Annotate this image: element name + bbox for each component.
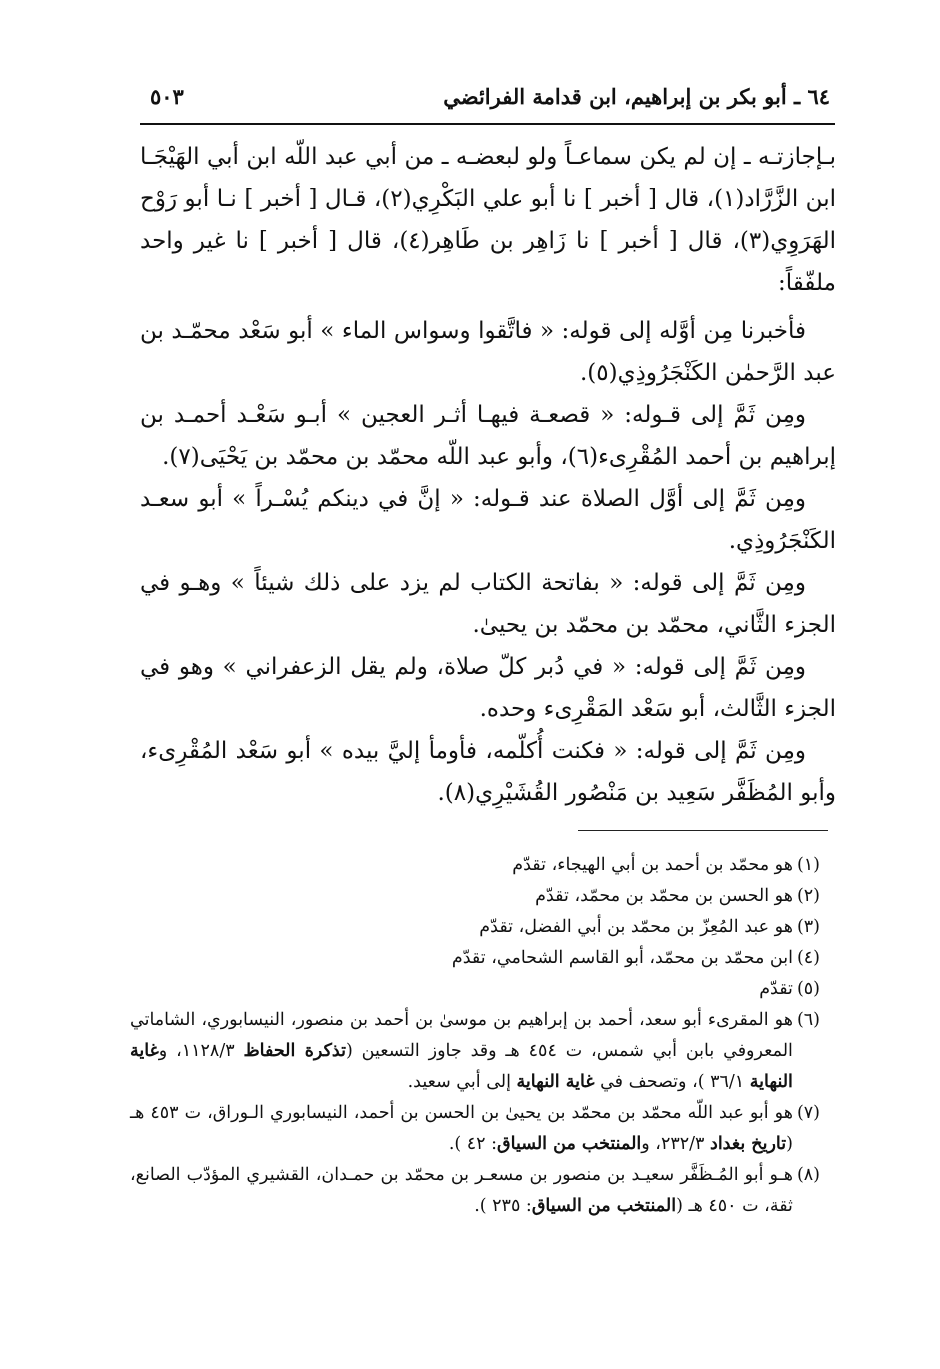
source-title: المنتخب من السياق: [531, 1196, 677, 1216]
footnote-text: هو المقرىء أبو سعد، أحمد بن إبراهيم بن موسىٰ بن أحمد بن منصور، النيسابوري، الشاماتي المعروفي بابن أبي شمس، ت ٤٥٤ هـ وقد جاوز التسعين (تذكرة الحفاظ ١١٢٨/٣، وغاية النهاية ٣٦/١ )، وتصحف في غاية النهاية إلى أبي سعيد.: [130, 1010, 793, 1092]
paragraph: ومِن ثَمَّ إلى أوَّل الصلاة عند قـوله: « إنَّ في دينكم يُسْـراً » أبو سعـد الكَنْجَرُوذِي.: [140, 486, 836, 554]
paragraph: فأخبرنا مِن أوَّله إلى قوله: « فاتَّقوا وسواس الماء » أبو سَعْد محمّـد بن عبد الرَّحمٰن الكَنْجَرُوذِي(٥).: [140, 318, 836, 386]
main-text: [140, 136, 836, 814]
footnote-number: (٧): [796, 1103, 820, 1123]
footnote: [130, 850, 820, 881]
footnote: [130, 1160, 820, 1222]
footnote-number: (٢): [796, 886, 820, 906]
source-title: المنتخب من السياق: [497, 1134, 642, 1154]
footnote: [130, 943, 820, 974]
paragraph: ومِن ثَمَّ إلى قوله: « في دُبر كلّ صلاة، ولم يقل الزعفراني » وهو في الجزء الثَّالث، أبو سَعْد المَقْرِىء وحده.: [140, 654, 836, 722]
footnote-number: (٤): [796, 948, 820, 968]
footnotes: [130, 850, 820, 1222]
footnote-text: هو عبد المُعِزّ بن محمّد بن أبي الفضل، تقدّم: [479, 917, 793, 937]
footnote: [130, 912, 820, 943]
footnote-text: تقدّم: [759, 979, 793, 999]
running-header: [140, 78, 830, 118]
source-title: غاية النهاية: [130, 1041, 793, 1092]
footnote: [130, 1098, 820, 1160]
footnote-text: هـو أبو المُـظَفَّر سعيـد بن منصور بن مسعـر بن محمّد بن حمـدان، القشيري المؤدّب الصانع، ثقة، ت ٤٥٠ هـ (المنتخب من السياق: ٢٣٥ ).: [130, 1165, 793, 1216]
paragraph: ومِن ثَمَّ إلى قوله: « فكنت أُكلّمه، فأومأ إليَّ بيده » أبو سَعْد المُقْرِىء، وأبو المُظَفَّر سَعِيد بن مَنْصُور القُشَيْرِي(٨).: [140, 738, 836, 806]
footnote-text: هو الحسن بن محمّد بن محمّد، تقدّم: [535, 886, 793, 906]
footnote: [130, 881, 820, 912]
footnote-separator: [578, 830, 828, 831]
source-title: تذكرة الحفاظ: [243, 1041, 346, 1061]
footnote-number: (٦): [796, 1010, 820, 1030]
footnote-number: (١): [796, 855, 820, 875]
footnote-text: هو محمّد بن أحمد بن أبي الهيجاء، تقدّم: [512, 855, 793, 875]
paragraph: ومِن ثَمَّ إلى قوله: « بفاتحة الكتاب لم يزد على ذلك شيئاً » وهـو في الجزء الثَّاني، محمّد بن محمّد بن يحيىٰ.: [140, 570, 836, 638]
paragraph: ومِن ثَمَّ إلى قـوله: « قصعـة فيهـا أثـر العجين » أبـو سَعْـد أحمـد بن إبراهيم بن أحمد المُقْرِىء(٦)، وأبو عبد اللّه محمّد بن محمّد بن يَحْيَى(٧).: [140, 402, 836, 470]
header-rule: [140, 123, 835, 125]
footnote-number: (٥): [796, 979, 820, 999]
footnote-text: ابن محمّد بن محمّد، أبو القاسم الشحامي، تقدّم: [451, 948, 793, 968]
paragraph: بـإجازتـه ـ إن لم يكن سماعـاً ولو لبعضـه ـ من أبي عبد اللّه ابن أبي الهَيْجَـا ابن الزَّرَّاد(١)، قال [ أخبر ] نا أبو علي البَكْرِي(٢)، قـال [ أخبر ] نـا أبو رَوْح الهَرَوِي(٣)، قال [ أخبر ] نا زَاهِر بن طَاهِر(٤)، قال [ أخبر ] نا غير واحد ملفّقاً:: [140, 144, 836, 296]
source-title: غاية النهاية: [516, 1072, 595, 1092]
footnote-text: هو أبو عبد اللّه محمّد بن محمّد بن يحيىٰ بن الحسن بن أحمد، النيسابوري الـوراق، ت ٤٥٣ هـ (تاريخ بغداد ٢٣٢/٣، والمنتخب من السياق: ٤٢ ).: [130, 1103, 793, 1154]
chapter-title: ٦٤ ـ أبو بكر بن إبراهيم، ابن قدامة الفرائضي: [443, 84, 830, 109]
footnote: [130, 1005, 820, 1098]
footnote: [130, 974, 820, 1005]
page-number: ٥٠٣: [150, 84, 184, 109]
source-title: تاريخ بغداد: [710, 1134, 787, 1154]
footnote-number: (٨): [796, 1165, 820, 1185]
footnote-number: (٣): [796, 917, 820, 937]
